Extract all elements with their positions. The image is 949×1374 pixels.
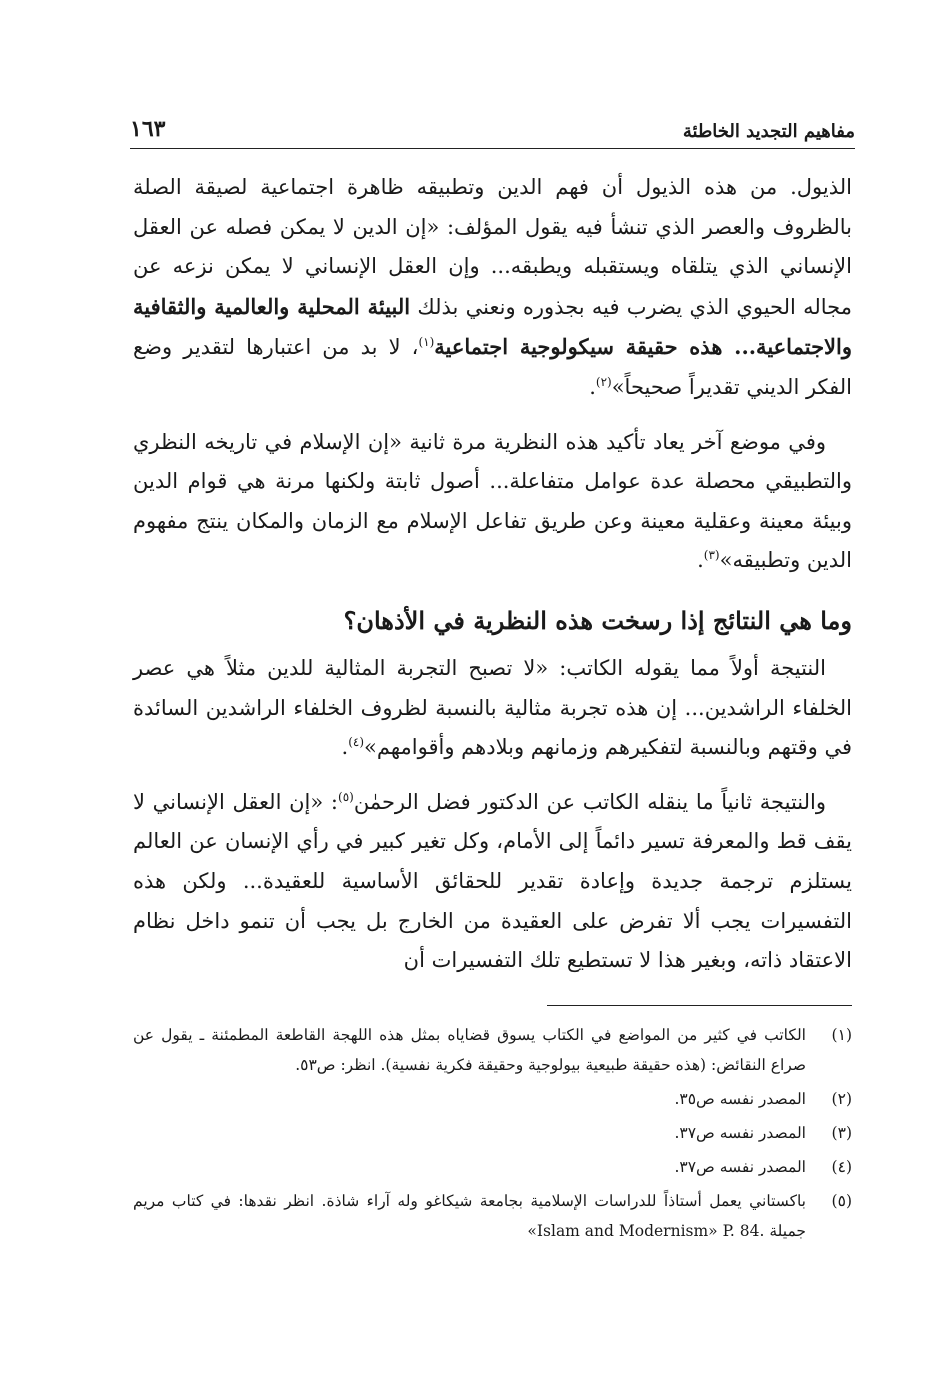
header-rule <box>130 148 855 149</box>
footnote-ref-3: (٣) <box>703 548 720 563</box>
footnote <box>133 1118 852 1148</box>
paragraph-4: والنتيجة ثانياً ما ينقله الكاتب عن الدكتور فضل الرحمٰن$^{(٥)}$: «إن العقل الإنساني لا يقف قط والمعرفة تسير دائماً إلى الأمام، وكل تغير كبير في رأي الإنسان عن العالم يستلزم ترجمة جديدة وإعادة تقدير للحقائق الأساسية للعقيدة... ولكن هذه التفسيرات يجب ألا تفرض على العقيدة من الخارج بل يجب أن تنمو داخل نظام الاعتقاد ذاته، وبغير هذا لا تستطيع تلك التفسيرات أن <box>133 789 852 973</box>
bold-phrase: البيئة المحلية والعالمية والثقافية والاجتماعية... هذه حقيقة سيكولوجية اجتماعية <box>133 293 852 360</box>
footnote-number: (٤) <box>831 1158 852 1176</box>
footnote-number: (٢) <box>831 1090 852 1108</box>
footnote-text: باكستاني يعمل أستاذاً للدراسات الإسلامية بجامعة شيكاغو وله آراء شاذة. انظر نقدها: في كتاب مريم جميلة «Islam and Modernism» P. 84. <box>133 1192 806 1240</box>
footnote-ref-5: (٥) <box>338 789 354 804</box>
footnote-text: الكاتب في كثير من المواضع في الكتاب يسوق قضاياه بمثل هذه اللهجة القاطعة المطمئنة ـ يقول عن صراع النقائض: (هذه حقيقة طبيعية بيولوجية وحقيقة فكرية نفسية). انظر: ص٥٣. <box>133 1026 806 1074</box>
footnote <box>133 1020 852 1080</box>
footnote <box>133 1152 852 1182</box>
footnote-number: (١) <box>831 1026 852 1044</box>
footnote-number: (٣) <box>831 1124 852 1142</box>
footnote-ref-2: (٢) <box>595 374 612 389</box>
paragraph-1: الذيول. من هذه الذيول أن فهم الدين وتطبيقه ظاهرة اجتماعية لصيقة الصلة بالظروف والعصر الذي تنشأ فيه يقول المؤلف: «إن الدين لا يمكن فصله عن العقل الإنساني الذي يتلقاه ويستقبله ويطبقه... وإن العقل الإنساني لا يمكن نزعه عن مجاله الحيوي الذي يضرب فيه بجذوره ونعني بذلك البيئة المحلية والعالمية والثقافية والاجتماعية... هذه حقيقة سيكولوجية اجتماعية$^{(١)}$، لا بد من اعتبارها لتقدير وضع الفكر الديني تقديراً صحيحاً»$^{(٢)}$. <box>133 175 852 399</box>
paragraph-2: وفي موضع آخر يعاد تأكيد هذه النظرية مرة ثانية «إن الإسلام في تاريخه النظري والتطبيقي محصلة عدة عوامل متفاعلة... أصول ثابتة ولكنها مرنة هي قوام الدين وبيئة معينة وعقلية معينة وعن طريق تفاعل الإسلام مع الزمان والمكان ينتج مفهوم الدين وتطبيقه»$^{(٣)}$. <box>133 429 852 573</box>
footnote <box>133 1186 852 1246</box>
footnote-text: المصدر نفسه ص٣٥. <box>674 1090 806 1108</box>
footnote-text: المصدر نفسه ص٣٧. <box>674 1158 806 1176</box>
paragraph-3: النتيجة أولاً مما يقوله الكاتب: «لا تصبح التجربة المثالية للدين مثلاً هي عصر الخلفاء الراشدين... إن هذه تجربة مثالية بالنسبة لظروف الخلفاء الراشدين السائدة في وقتهم وبالنسبة لتفكيرهم وزمانهم وبلادهم وأقوامهم»$^{(٤)}$. <box>133 655 852 760</box>
footnotes <box>133 1020 852 1250</box>
footnote <box>133 1084 852 1114</box>
footnote-ref-4: (٤) <box>348 735 365 750</box>
page-header <box>130 98 855 142</box>
footnote-rule <box>547 1005 852 1006</box>
running-title: مفاهيم التجديد الخاطئة <box>682 121 855 142</box>
latin-citation: «Islam and Modernism» P. 84. <box>527 1222 765 1240</box>
footnote-number: (٥) <box>831 1192 852 1210</box>
section-heading: وما هي النتائج إذا رسخت هذه النظرية في الأذهان؟ <box>343 605 852 635</box>
footnote-ref-1: (١) <box>418 335 435 350</box>
body-text <box>133 168 852 996</box>
footnote-text: المصدر نفسه ص٣٧. <box>674 1124 806 1142</box>
page-number: ١٦٣ <box>130 116 166 142</box>
